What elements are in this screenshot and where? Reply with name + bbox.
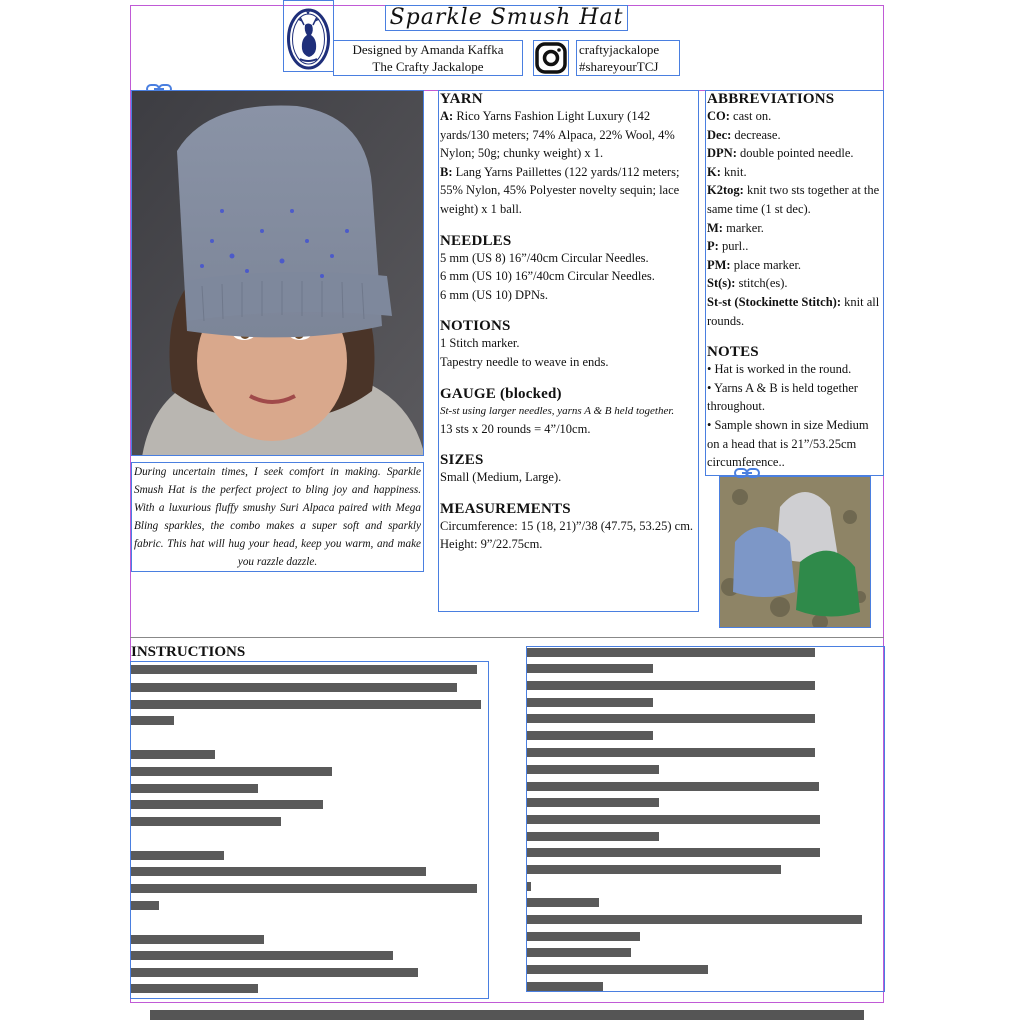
abbrev-item: St-st (Stockinette Stitch): knit all rounds. xyxy=(707,294,880,328)
gauge-note: St-st using larger needles, yarns A & B held together. xyxy=(440,404,675,417)
abbrev-item: PM: place marker. xyxy=(707,257,802,272)
note-item: • Yarns A & B is held together throughout. xyxy=(707,380,858,414)
redacted-line xyxy=(131,968,418,977)
notion-line: Tapestry needle to weave in ends. xyxy=(440,354,609,369)
redacted-line xyxy=(527,698,653,707)
hats-photo xyxy=(719,476,871,628)
redacted-line xyxy=(527,898,599,907)
three-hats-image xyxy=(720,477,870,627)
measurement-height: Height: 9”/22.75cm. xyxy=(440,537,543,552)
abbrev-item: M: marker. xyxy=(707,220,764,235)
social-hashtag[interactable]: #shareyourTCJ xyxy=(579,59,659,74)
brand-name: The Crafty Jackalope xyxy=(372,59,484,74)
page-title: Sparkle Smush Hat xyxy=(385,5,628,31)
redacted-line xyxy=(527,982,603,991)
redacted-line xyxy=(131,784,258,793)
instagram-icon xyxy=(534,41,568,75)
redacted-line xyxy=(527,965,708,974)
gauge-heading: GAUGE (blocked) xyxy=(440,385,562,402)
redacted-line xyxy=(131,984,258,993)
abbrev-item: DPN: double pointed needle. xyxy=(707,146,854,161)
redacted-line xyxy=(131,665,477,674)
jackalope-cameo-icon xyxy=(284,1,333,71)
page-shadow xyxy=(150,1010,864,1020)
gauge-value: 13 sts x 20 rounds = 4”/10cm. xyxy=(440,421,591,436)
redacted-line xyxy=(527,765,659,774)
measurement-circumference: Circumference: 15 (18, 21)”/38 (47.75, 53.25) cm. xyxy=(440,518,694,533)
social-links xyxy=(576,40,680,76)
designer-credit xyxy=(333,40,523,76)
note-item: • Sample shown in size Medium on a head that is 21”/53.25cm circumference.. xyxy=(707,417,869,470)
instructions-left-frame xyxy=(130,661,489,999)
redacted-line xyxy=(527,882,531,891)
designer-name: Designed by Amanda Kaffka xyxy=(352,42,504,57)
redacted-line xyxy=(527,932,640,941)
social-handle[interactable]: craftyjackalope xyxy=(579,42,660,57)
redacted-line xyxy=(131,951,393,960)
redacted-line xyxy=(527,915,862,924)
needle-line: 5 mm (US 8) 16”/40cm Circular Needles. xyxy=(440,250,649,265)
model-photo xyxy=(131,90,424,456)
abbrev-item: P: purl.. xyxy=(707,239,749,254)
redacted-line xyxy=(527,681,815,690)
yarn-a: A: Rico Yarns Fashion Light Luxury (142 yards/130 meters; 74% Alpaca, 22% Wool, 4% Nylon; 50g; chunky weight) x 1. xyxy=(440,109,675,161)
redacted-line xyxy=(527,948,631,957)
redacted-line xyxy=(527,782,819,791)
section-divider xyxy=(130,637,884,638)
redacted-line xyxy=(131,683,457,692)
yarn-b: B: Lang Yarns Paillettes (122 yards/112 meters; 55% Nylon, 45% Polyester novelty sequin; lace weight) x 1 ball. xyxy=(440,164,680,216)
redacted-line xyxy=(131,901,159,910)
redacted-line xyxy=(131,884,477,893)
measurements-heading: MEASUREMENTS xyxy=(440,500,571,517)
redacted-line xyxy=(131,750,215,759)
sizes-heading: SIZES xyxy=(440,452,484,469)
redacted-line xyxy=(527,648,815,657)
redacted-line xyxy=(131,935,264,944)
redacted-line xyxy=(527,848,820,857)
materials-column xyxy=(438,90,699,612)
redacted-line xyxy=(131,851,224,860)
abbrev-item: St(s): stitch(es). xyxy=(707,276,788,291)
redacted-line xyxy=(527,832,659,841)
instagram-frame xyxy=(533,40,569,76)
model-photo-image xyxy=(132,91,424,456)
redacted-line xyxy=(527,731,653,740)
redacted-line xyxy=(527,815,820,824)
abbreviations-heading: ABBREVIATIONS xyxy=(707,91,835,107)
redacted-line xyxy=(527,748,815,757)
redacted-line xyxy=(131,817,281,826)
redacted-line xyxy=(131,800,323,809)
sizes-text: Small (Medium, Large). xyxy=(440,470,562,485)
abbrev-item: CO: cast on. xyxy=(707,109,772,123)
redacted-line xyxy=(131,700,481,709)
link-icon xyxy=(734,467,760,479)
notes-heading: NOTES xyxy=(707,344,759,361)
needle-line: 6 mm (US 10) DPNs. xyxy=(440,287,548,302)
redacted-line xyxy=(131,767,332,776)
redacted-line xyxy=(527,714,815,723)
needles-heading: NEEDLES xyxy=(440,232,512,249)
abbrev-item: K: knit. xyxy=(707,164,747,179)
needle-line: 6 mm (US 10) 16”/40cm Circular Needles. xyxy=(440,269,655,284)
intro-caption: During uncertain times, I seek comfort in making. Sparkle Smush Hat is the perfect project to bling joy and happiness. With a luxurious fluffy smushy Suri Alpaca paired with Mega Bling sparkles, the combo makes a super soft and sparkly fabric. This hat will hug your head, keep you warm, and make you razzle dazzle. xyxy=(131,462,424,572)
abbrev-item: Dec: decrease. xyxy=(707,127,781,142)
redacted-line xyxy=(527,865,781,874)
instructions-heading: INSTRUCTIONS xyxy=(131,644,246,660)
abbrev-item: K2tog: knit two sts together at the same time (1 st dec). xyxy=(707,183,880,216)
abbreviations-column xyxy=(705,90,884,476)
redacted-line xyxy=(527,664,653,673)
redacted-line xyxy=(131,867,426,876)
redacted-line xyxy=(131,716,174,725)
redacted-line xyxy=(527,798,659,807)
notions-heading: NOTIONS xyxy=(440,318,511,335)
logo-frame xyxy=(283,0,334,72)
yarn-heading: YARN xyxy=(440,91,483,107)
note-item: • Hat is worked in the round. xyxy=(707,362,852,377)
notion-line: 1 Stitch marker. xyxy=(440,336,520,351)
